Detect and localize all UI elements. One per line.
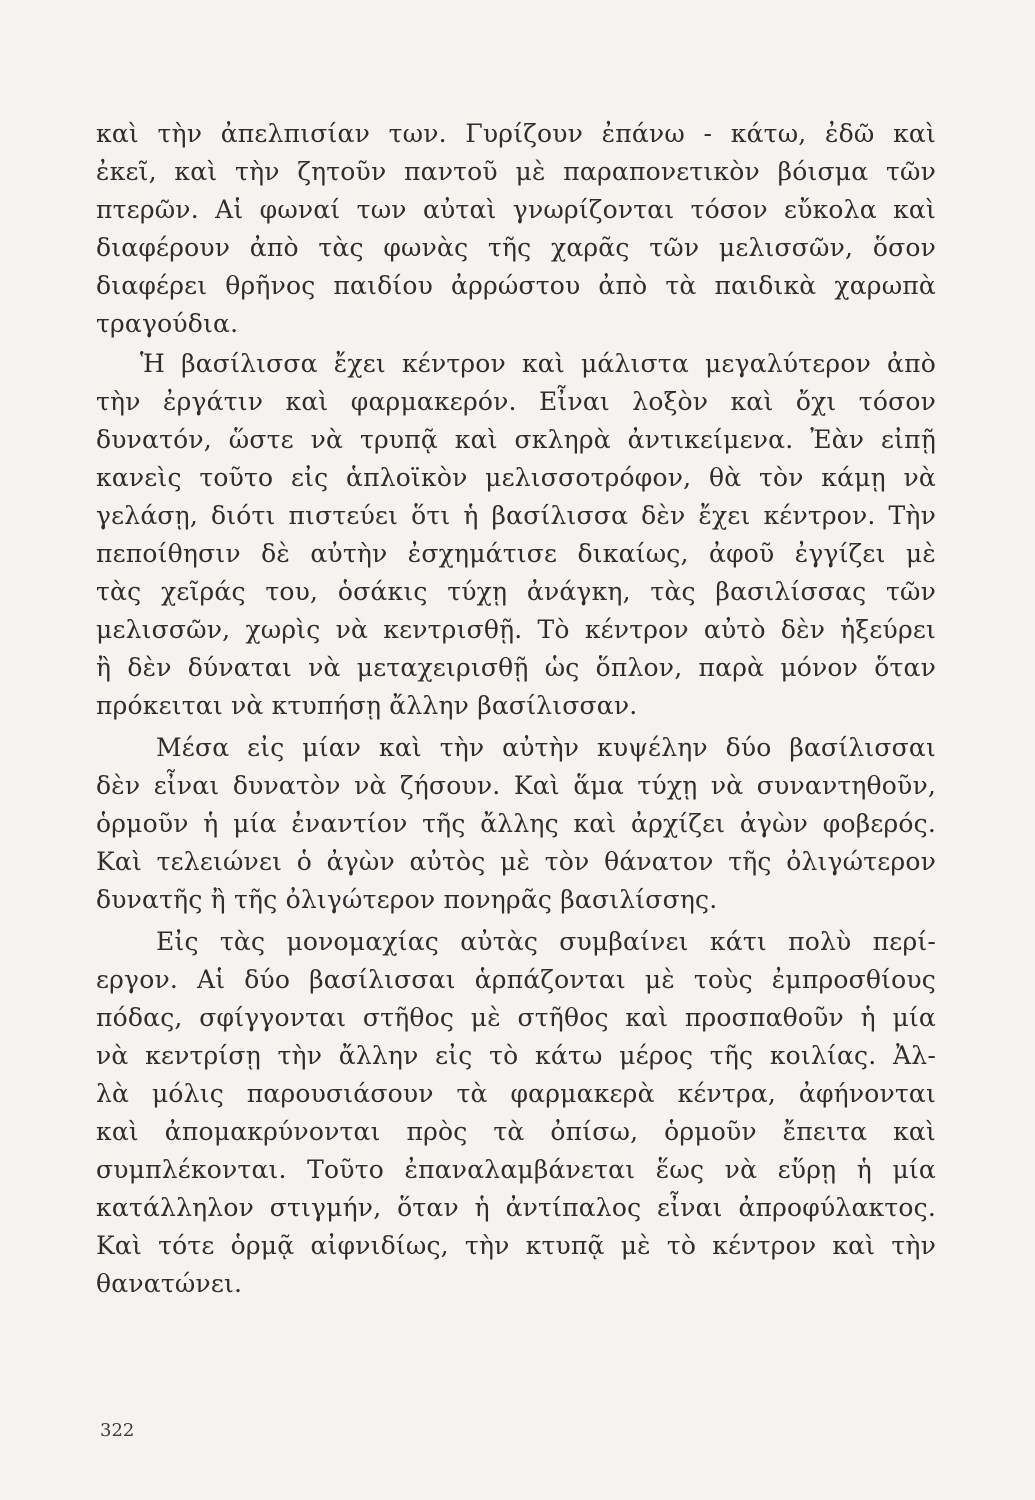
- text-line: ὁρμοῦν ἡ μία ἐναντίον τῆς ἄλλης καὶ ἀρχίζει ἀγὼν φοβερός.: [96, 809, 936, 838]
- text-line: καὶ τὴν ἀπελπισίαν των. Γυρίζουν ἐπάνω - κάτω, ἐδῶ καὶ: [96, 119, 936, 148]
- text-line: πεποίθησιν δὲ αὐτὴν ἐσχημάτισε δικαίως, ἀφοῦ ἐγγίζει μὲ: [96, 539, 936, 568]
- text-line: δυνατόν, ὥστε νὰ τρυπᾷ καὶ σκληρὰ ἀντικείμενα. Ἐὰν εἰπῇ: [96, 425, 936, 454]
- text-line: διαφέρουν ἀπὸ τὰς φωνὰς τῆς χαρᾶς τῶν μελισσῶν, ὅσον: [96, 233, 936, 262]
- text-line: Καὶ τελειώνει ὁ ἀγὼν αὐτὸς μὲ τὸν θάνατον τῆς ὀλιγώτερον: [96, 847, 936, 876]
- text-line: δὲν εἶναι δυνατὸν νὰ ζήσουν. Καὶ ἅμα τύχῃ νὰ συναντηθοῦν,: [96, 771, 936, 800]
- text-line: λὰ μόλις παρουσιάσουν τὰ φαρμακερὰ κέντρα, ἀφήνονται: [96, 1079, 936, 1108]
- text-line: ἐκεῖ, καὶ τὴν ζητοῦν παντοῦ μὲ παραπονετικὸν βόισμα τῶν: [96, 157, 936, 186]
- text-line: Μέσα εἰς μίαν καὶ τὴν αὐτὴν κυψέλην δύο βασίλισσαι: [156, 733, 936, 762]
- text-line: εργον. Αἱ δύο βασίλισσαι ἁρπάζονται μὲ τοὺς ἐμπροσθίους: [96, 965, 936, 994]
- book-page: [96, 116, 936, 1436]
- page-number: 322: [100, 1420, 135, 1441]
- text-line: συμπλέκονται. Τοῦτο ἐπαναλαμβάνεται ἕως νὰ εὕρῃ ἡ μία: [96, 1155, 936, 1184]
- text-line: τὴν ἐργάτιν καὶ φαρμακερόν. Εἶναι λοξὸν καὶ ὄχι τόσον: [96, 387, 936, 416]
- text-line: κατάλληλον στιγμήν, ὅταν ἡ ἀντίπαλος εἶναι ἀπροφύλακτος.: [96, 1193, 936, 1222]
- text-line: διαφέρει θρῆνος παιδίου ἀρρώστου ἀπὸ τὰ παιδικὰ χαρωπὰ: [96, 271, 936, 300]
- text-line: τὰς χεῖράς του, ὁσάκις τύχῃ ἀνάγκη, τὰς βασιλίσσας τῶν: [96, 577, 936, 606]
- text-line: Εἰς τὰς μονομαχίας αὐτὰς συμβαίνει κάτι πολὺ περί-: [156, 927, 936, 956]
- text-line: θανατώνει.: [96, 1269, 243, 1298]
- text-line: πρόκειται νὰ κτυπήσῃ ἄλλην βασίλισσαν.: [96, 691, 638, 720]
- text-line: νὰ κεντρίσῃ τὴν ἄλλην εἰς τὸ κάτω μέρος τῆς κοιλίας. Ἀλ-: [96, 1041, 936, 1070]
- text-line: Ἡ βασίλισσα ἔχει κέντρον καὶ μάλιστα μεγαλύτερον ἀπὸ: [140, 349, 936, 378]
- text-line: δυνατῆς ἢ τῆς ὀλιγώτερον πονηρᾶς βασιλίσσης.: [96, 885, 718, 914]
- text-line: ἢ δὲν δύναται νὰ μεταχειρισθῇ ὡς ὅπλον, παρὰ μόνον ὅταν: [96, 653, 936, 682]
- text-line: κανεὶς τοῦτο εἰς ἁπλοϊκὸν μελισσοτρόφον, θὰ τὸν κάμῃ νὰ: [96, 463, 936, 492]
- text-line: καὶ ἀπομακρύνονται πρὸς τὰ ὀπίσω, ὁρμοῦν ἔπειτα καὶ: [96, 1117, 936, 1146]
- text-line: τραγούδια.: [96, 309, 239, 338]
- text-line: πόδας, σφίγγονται στῆθος μὲ στῆθος καὶ προσπαθοῦν ἡ μία: [96, 1003, 936, 1032]
- text-line: μελισσῶν, χωρὶς νὰ κεντρισθῇ. Τὸ κέντρον αὐτὸ δὲν ἠξεύρει: [96, 615, 936, 644]
- text-line: Καὶ τότε ὁρμᾷ αἰφνιδίως, τὴν κτυπᾷ μὲ τὸ κέντρον καὶ τὴν: [96, 1231, 936, 1260]
- text-line: πτερῶν. Αἱ φωναί των αὐταὶ γνωρίζονται τόσον εὔκολα καὶ: [96, 195, 936, 224]
- text-line: γελάσῃ, διότι πιστεύει ὅτι ἡ βασίλισσα δὲν ἔχει κέντρον. Τὴν: [96, 501, 936, 530]
